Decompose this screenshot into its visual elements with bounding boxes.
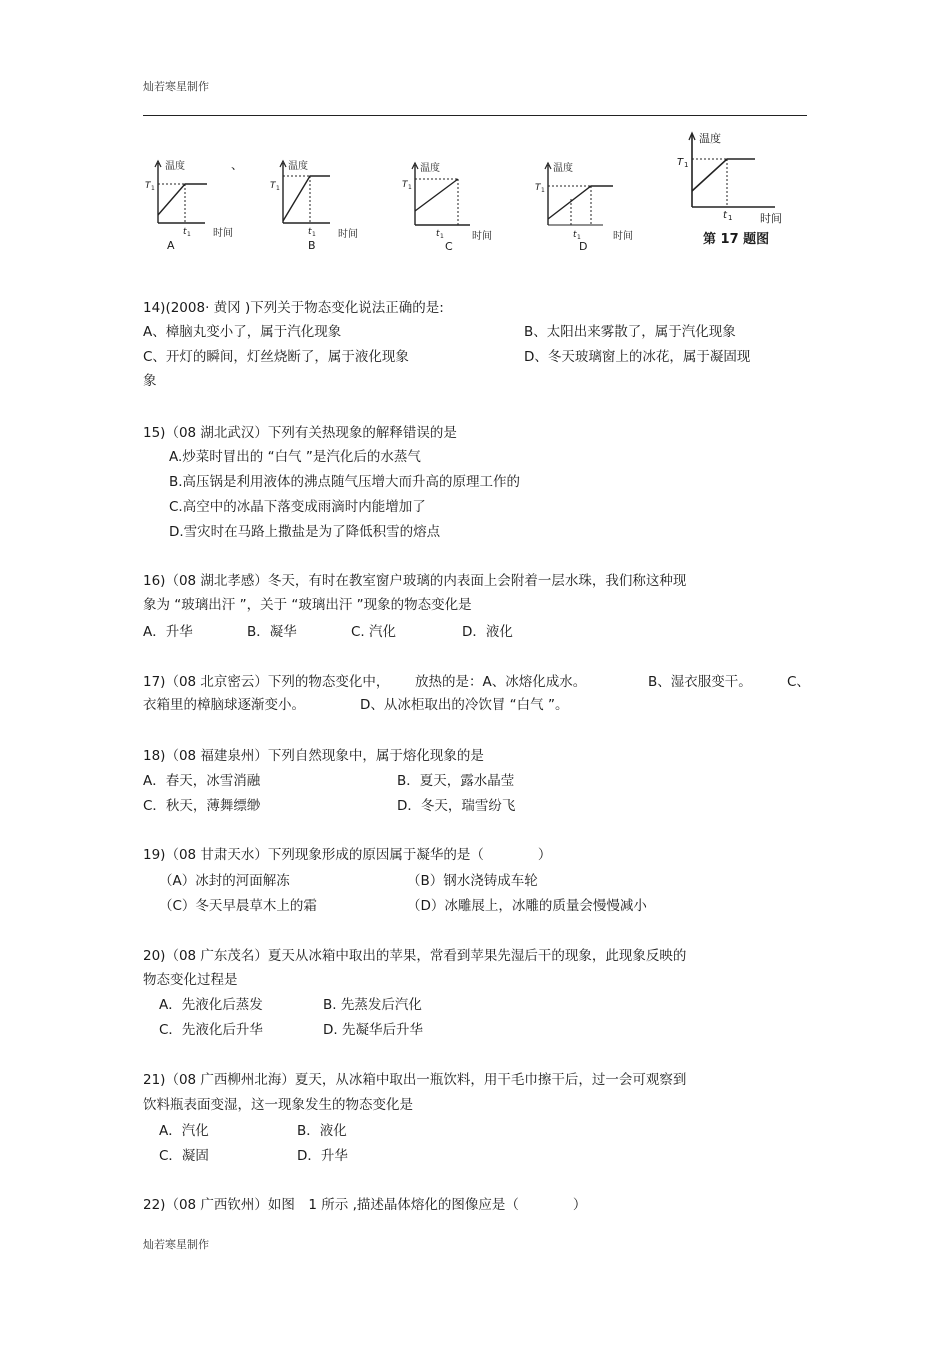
svg-text:1: 1	[577, 234, 581, 241]
graph-17	[675, 127, 795, 252]
svg-text:t: t	[436, 229, 440, 239]
graph-c	[400, 157, 505, 257]
q14-option-d: D、冬天玻璃窗上的冰花，属于凝固现	[524, 349, 751, 365]
page-header: 灿若寒星制作	[143, 80, 209, 93]
q18-option-a: A．春天，冰雪消融	[143, 773, 261, 789]
q17-line2-a: 衣箱里的樟脑球逐渐变小。	[143, 697, 305, 713]
q20-option-b: B. 先蒸发后汽化	[323, 997, 422, 1013]
q17-line1-b: 放热的是：A、冰熔化成水。	[415, 674, 587, 690]
svg-text:1: 1	[312, 231, 316, 238]
q17-line1-c: B、湿衣服变干。	[648, 674, 752, 690]
q16-stem-line2: 象为 “玻璃出汗 ”，关于 “玻璃出汗 ”现象的物态变化是	[143, 597, 472, 613]
q20-stem-line1: 20)（08 广东茂名）夏天从冰箱中取出的苹果，常看到苹果先湿后干的现象，此现象反映的	[143, 948, 687, 964]
q20-option-d: D. 先凝华后升华	[323, 1022, 423, 1038]
q14-option-c: C、开灯的瞬间，灯丝烧断了，属于液化现象	[143, 349, 409, 365]
tx-label: t	[183, 227, 187, 237]
svg-text:1: 1	[440, 233, 444, 240]
q19-stem: 19)（08 甘肃天水）下列现象形成的原因属于凝华的是（ ）	[143, 847, 552, 863]
svg-text:T: T	[270, 181, 276, 191]
q20-option-a: A．先液化后蒸发	[159, 997, 263, 1013]
svg-text:T: T	[677, 157, 684, 168]
graph-label-b: B	[308, 239, 316, 252]
q20-stem-line2: 物态变化过程是	[143, 972, 238, 988]
q16-option-b: B．凝华	[247, 624, 297, 640]
q21-option-d: D．升华	[297, 1148, 348, 1164]
svg-text:T: T	[535, 183, 541, 193]
q16-stem-line1: 16)（08 湖北孝感）冬天，有时在教室窗户玻璃的内表面上会附着一层水珠，我们称这种现	[143, 573, 687, 589]
svg-text:t: t	[723, 210, 727, 221]
svg-text:温度: 温度	[553, 163, 573, 174]
svg-text:时间: 时间	[338, 229, 358, 240]
q15-option-d: D.雪灾时在马路上撒盐是为了降低积雪的熔点	[169, 524, 441, 540]
t1-label: T	[145, 181, 151, 191]
q16-option-c: C. 汽化	[351, 624, 397, 640]
figure-caption: 第 17 题图	[703, 232, 770, 247]
svg-text:T: T	[402, 180, 408, 190]
q18-stem: 18)（08 福建泉州）下列自然现象中，属于熔化现象的是	[143, 748, 484, 764]
q19-option-d: （D）冰雕展上，冰雕的质量会慢慢减小	[407, 898, 647, 914]
q14-option-a: A、樟脑丸变小了，属于汽化现象	[143, 324, 342, 340]
q19-option-a: （A）冰封的河面解冻	[159, 873, 290, 889]
svg-text:时间: 时间	[472, 231, 492, 242]
q14-option-d-cont: 象	[143, 373, 157, 389]
q15-option-b: B.高压锅是利用液体的沸点随气压增大而升高的原理工作的	[169, 474, 521, 490]
graph-b	[268, 155, 368, 255]
q21-option-b: B．液化	[297, 1123, 347, 1139]
q20-option-c: C．先液化后升华	[159, 1022, 263, 1038]
q21-stem-line1: 21)（08 广西柳州北海）夏天，从冰箱中取出一瓶饮料，用干毛巾擦干后，过一会可观察到	[143, 1072, 687, 1088]
graph-d	[533, 157, 638, 257]
stray-mark	[227, 155, 247, 175]
q21-option-a: A．汽化	[159, 1123, 209, 1139]
q15-stem: 15)（08 湖北武汉）下列有关热现象的解释错误的是	[143, 425, 457, 441]
svg-text:1: 1	[187, 231, 191, 238]
q18-option-d: D．冬天，瑞雪纷飞	[397, 798, 516, 814]
q19-option-c: （C）冬天早晨草木上的霜	[159, 898, 317, 914]
q19-option-b: （B）钢水浇铸成车轮	[407, 873, 538, 889]
svg-text:时间: 时间	[760, 212, 782, 225]
q15-option-c: C.高空中的冰晶下落变成雨滴时内能增加了	[169, 499, 426, 515]
svg-text:t: t	[308, 227, 312, 237]
svg-text:1: 1	[541, 187, 545, 194]
q17-line2-b: D、从冰柜取出的冷饮冒 “白气 ”。	[360, 697, 569, 713]
page-footer: 灿若寒星制作	[143, 1238, 209, 1251]
svg-text:温度: 温度	[288, 161, 308, 172]
svg-text:温度: 温度	[420, 163, 440, 174]
q21-option-c: C．凝固	[159, 1148, 209, 1164]
q22-stem: 22)（08 广西钦州）如图 1 所示 ,描述晶体熔化的图像应是（ ）	[143, 1197, 587, 1213]
graph-label-c: C	[445, 240, 453, 253]
svg-text:1: 1	[151, 185, 155, 192]
svg-text:温度: 温度	[699, 132, 721, 145]
graph-label-a: A	[167, 239, 175, 252]
axis-y-label: 温度	[165, 161, 185, 172]
svg-text:1: 1	[728, 214, 733, 222]
q14-option-b: B、太阳出来雾散了，属于汽化现象	[524, 324, 736, 340]
header-rule	[143, 115, 807, 116]
q14-stem: 14)(2008· 黄冈 )下列关于物态变化说法正确的是:	[143, 300, 444, 316]
svg-text:1: 1	[276, 185, 280, 192]
q17-line1-a: 17)（08 北京密云）下列的物态变化中，	[143, 674, 390, 690]
q17-line1-d: C、	[787, 674, 810, 690]
q16-option-d: D．液化	[462, 624, 513, 640]
q21-stem-line2: 饮料瓶表面变湿，这一现象发生的物态变化是	[143, 1097, 413, 1113]
q18-option-b: B．夏天，露水晶莹	[397, 773, 515, 789]
svg-text:t: t	[573, 230, 577, 240]
svg-text:1: 1	[408, 184, 412, 191]
svg-text:、: 、	[231, 158, 244, 172]
q18-option-c: C．秋天，薄舞缥缈	[143, 798, 261, 814]
q16-option-a: A．升华	[143, 624, 193, 640]
svg-text:时间: 时间	[613, 231, 633, 242]
q15-option-a: A.炒菜时冒出的 “白气 ”是汽化后的水蒸气	[169, 449, 421, 465]
axis-x-label: 时间	[213, 228, 233, 239]
graph-label-d: D	[579, 240, 588, 253]
svg-text:1: 1	[684, 161, 689, 169]
